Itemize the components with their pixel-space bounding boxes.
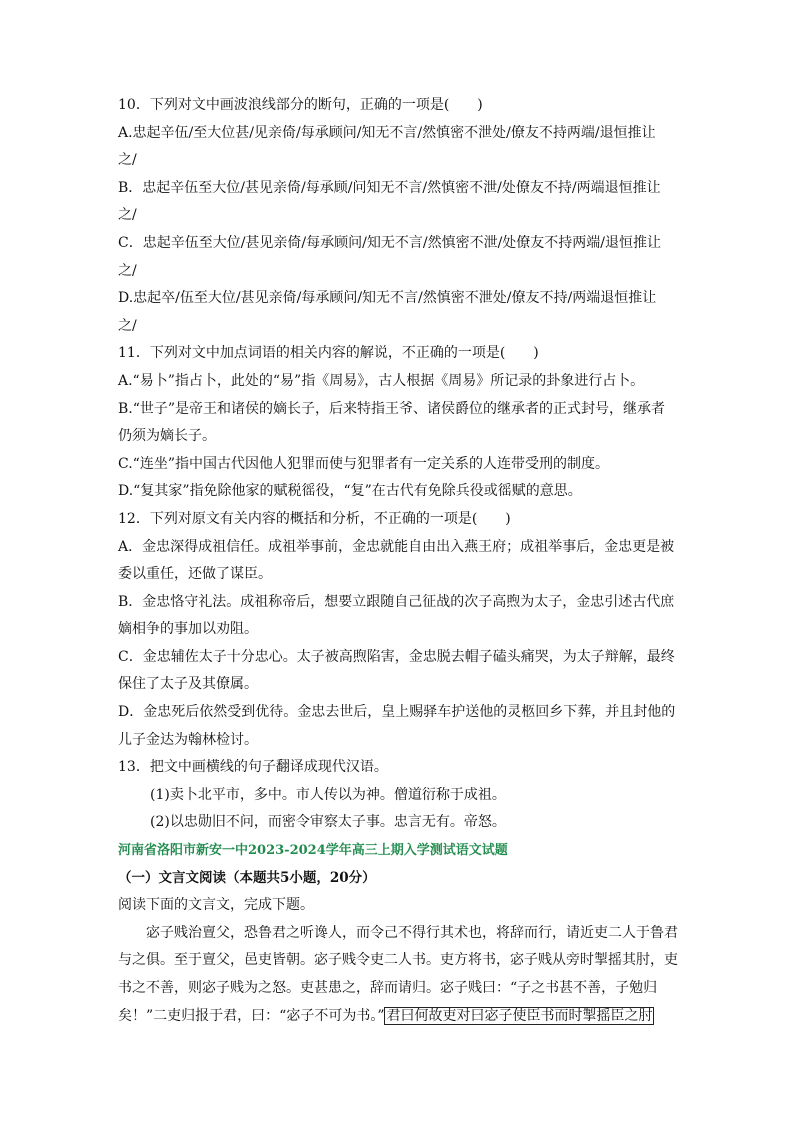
option-c: C．忠起辛伍至大位/甚见亲倚/每承顾问/知无不言/然慎密不泄/处僚友不持两端/退恒推让 — [118, 234, 662, 251]
option-c-cont: 之/ — [118, 262, 137, 279]
option-b-cont: 嫡相争的事加以劝阻。 — [118, 621, 258, 638]
option-b-cont: 仍须为嫡长子。 — [118, 428, 216, 445]
exam-source-title: 河南省洛阳市新安一中2023-2024学年高三上期入学测试语文试题 — [118, 843, 508, 859]
option-d: D.“复其家”指免除他家的赋税徭役，“复”在古代有免除兵役或徭赋的意思。 — [118, 483, 582, 500]
question-13-stem: 13．把文中画横线的句子翻译成现代汉语。 — [118, 759, 388, 776]
option-b-cont: 之/ — [118, 207, 137, 224]
option-a-cont: 之/ — [118, 152, 137, 169]
passage-text: 矣！”二吏归报于君，曰：“宓子不可为书。” — [118, 1007, 385, 1024]
passage-line: 与之俱。至于亶父，邑吏皆朝。宓子贱令吏二人书。吏方将书，宓子贱从旁时掣摇其肘，吏 — [118, 952, 678, 969]
option-b: B.“世子”是帝王和诸侯的嫡长子，后来特指王爷、诸侯爵位的继承者的正式封号，继承者 — [118, 400, 666, 417]
passage-line — [118, 1003, 678, 1031]
option-c: C.“连坐”指中国古代因他人犯罪而使与犯罪者有一定关系的人连带受刑的制度。 — [118, 455, 609, 472]
option-c-cont: 保住了太子及其僚属。 — [118, 676, 258, 693]
option-d-cont: 儿子金达为翰林检讨。 — [118, 731, 258, 748]
sub-question-2: (2)以忠勋旧不问，而密令审察太子事。忠言无有。帝怒。 — [150, 814, 506, 831]
option-a: A.忠起辛伍/至大位甚/见亲倚/每承顾问/知无不言/然慎密不泄处/僚友不持两端/退恒推让 — [118, 124, 656, 141]
passage-line: 宓子贱治亶父，恐鲁君之听谗人，而令己不得行其术也，将辞而行，请近吏二人于鲁君 — [146, 924, 678, 941]
option-a-cont: 委以重任，还做了谋臣。 — [118, 566, 272, 583]
option-a: A．金忠深得成祖信任。成祖举事前，金忠就能自由出入燕王府；成祖举事后，金忠更是被 — [118, 538, 675, 555]
boxed-sentence: 君曰何故吏对曰宓子使臣书而时掣摇臣之肘 — [386, 1007, 653, 1024]
option-d: D.忠起卒/伍至大位/甚见亲倚/每承顾问/知无不言/然慎密不泄处/僚友不持/两端退恒推让 — [118, 290, 657, 307]
section-heading: （一）文言文阅读（本题共5小题，20分） — [118, 869, 376, 886]
question-10-stem: 10．下列对文中画波浪线部分的断句，正确的一项是( ) — [118, 97, 483, 113]
document-body — [118, 92, 678, 1030]
option-d: D．金忠死后依然受到优待。金忠去世后，皇上赐驿车护送他的灵柩回乡下葬，并且封他的 — [118, 704, 676, 721]
option-b: B．金忠恪守礼法。成祖称帝后，想要立跟随自己征战的次子高煦为太子，金忠引述古代庶 — [118, 593, 675, 610]
question-12-stem: 12．下列对原文有关内容的概括和分析，不正确的一项是( ) — [118, 510, 511, 527]
sub-question-1: (1)卖卜北平市，多中。市人传以为神。僧道衍称于成祖。 — [150, 786, 506, 803]
passage-line: 书之不善，则宓子贱为之怒。吏甚患之，辞而请归。宓子贱曰：“子之书甚不善，子勉归 — [118, 980, 658, 996]
option-b: B．忠起辛伍至大位/甚见亲倚/每承顾/问知无不言/然慎密不泄/处僚友不持/两端退恒推让 — [118, 179, 661, 196]
question-11-stem: 11．下列对文中加点词语的相关内容的解说，不正确的一项是( ) — [118, 345, 539, 362]
option-a: A.“易卜”指占卜，此处的“易”指《周易》，古人根据《周易》所记录的卦象进行占卜。 — [118, 372, 645, 389]
option-c: C．金忠辅佐太子十分忠心。太子被高煦陷害，金忠脱去帽子磕头痛哭，为太子辩解，最终 — [118, 648, 675, 665]
instruction: 阅读下面的文言文，完成下题。 — [118, 897, 314, 914]
option-d-cont: 之/ — [118, 317, 137, 334]
